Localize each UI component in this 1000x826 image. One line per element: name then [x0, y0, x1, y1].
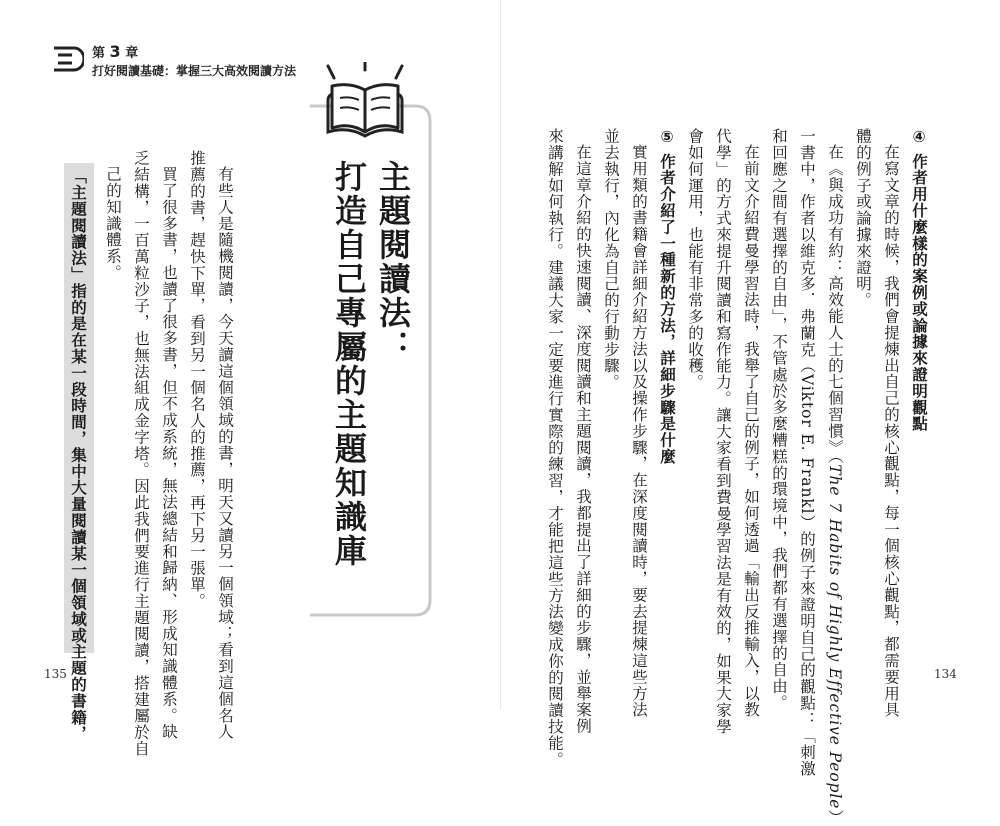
body-column: 代學」的方式來提升閱讀和寫作能力。讓大家看到費曼學習法是有效的，如果大家學 — [714, 128, 732, 735]
body-column: 乏結構，一百萬粒沙子，也無法組成金字塔。因此我們要進行主題閱讀，搭建屬於自 — [132, 150, 150, 757]
section-title-line-1: 主題閱讀法： — [374, 160, 412, 364]
body-column: 會如何運用，也能有非常多的收穫。 — [686, 128, 704, 391]
chapter-number: 第 3 章 — [92, 42, 139, 61]
body-column: 在《與成功有約：高效能人士的七個習慣》（The 7 Habits of Highly Effective People） — [826, 144, 844, 826]
body-column: 買了很多書，也讀了很多書，但不成系統，無法總結和歸納、形成知識體系。缺 — [160, 166, 178, 740]
reading-list-icon — [50, 44, 84, 74]
section-title-line-2: 打造自己專屬的主題知識庫 — [330, 160, 368, 568]
body-column: 在寫文章的時候，我們會提煉出自己的核心觀點，每一個核心觀點，都需要用具 — [882, 144, 900, 718]
body-column: 體的例子或論據來證明。 — [854, 128, 872, 309]
open-book-icon — [320, 62, 410, 140]
body-column: 在這章介紹的快速閱讀、深度閱讀和主題閱讀，我都提出了詳細的步驟，並舉案例 — [574, 144, 592, 735]
body-column: 有些人是隨機閱讀，今天讀這個領域的書，明天又讀另一個領域；看到這個名人 — [216, 166, 234, 740]
point-5-heading: ⑤ 作者介紹了一種新的方法，詳細步驟是什麼 — [658, 128, 676, 465]
body-column: 和回應之間有選擇的自由」，不管處於多麼糟糕的環境中，我們都有選擇的自由。 — [770, 128, 788, 711]
page-number-right: 134 — [934, 667, 957, 681]
body-column: 推薦的書，趕快下單，看到另一個名人的推薦，再下另一張單。 — [188, 150, 206, 610]
chapter-title: 打好閱讀基礎：掌握三大高效閱讀方法 — [92, 64, 297, 78]
page-number-left: 135 — [44, 667, 67, 681]
page-gutter — [500, 0, 501, 710]
body-column: 己的知識體系。 — [104, 166, 122, 281]
body-column: 並去執行，內化為自己的行動步驟。 — [602, 128, 620, 391]
body-column: 來講解如何執行。建議大家一定要進行實際的練習，才能把這些方法變成你的閱讀技能。 — [546, 128, 564, 768]
body-column: 一書中，作者以維克多．弗蘭克（Viktor E. Frankl）的例子來證明自己的觀點：「刺激 — [798, 128, 816, 777]
point-4-heading: ④ 作者用什麼樣的案例或論據來證明觀點 — [910, 128, 928, 432]
body-column: 實用類的書籍會詳細介紹方法以及操作步驟，在深度閱讀時，要去提煉這些方法 — [630, 144, 648, 718]
highlighted-definition: 「主題閱讀法」指的是在某一段時間，集中大量閱讀某一個領域或主題的書籍， — [69, 168, 87, 742]
body-column: 在前文介紹費曼學習法時，我舉了自己的例子，如何透過「輸出反推輸入，以教 — [742, 144, 760, 718]
